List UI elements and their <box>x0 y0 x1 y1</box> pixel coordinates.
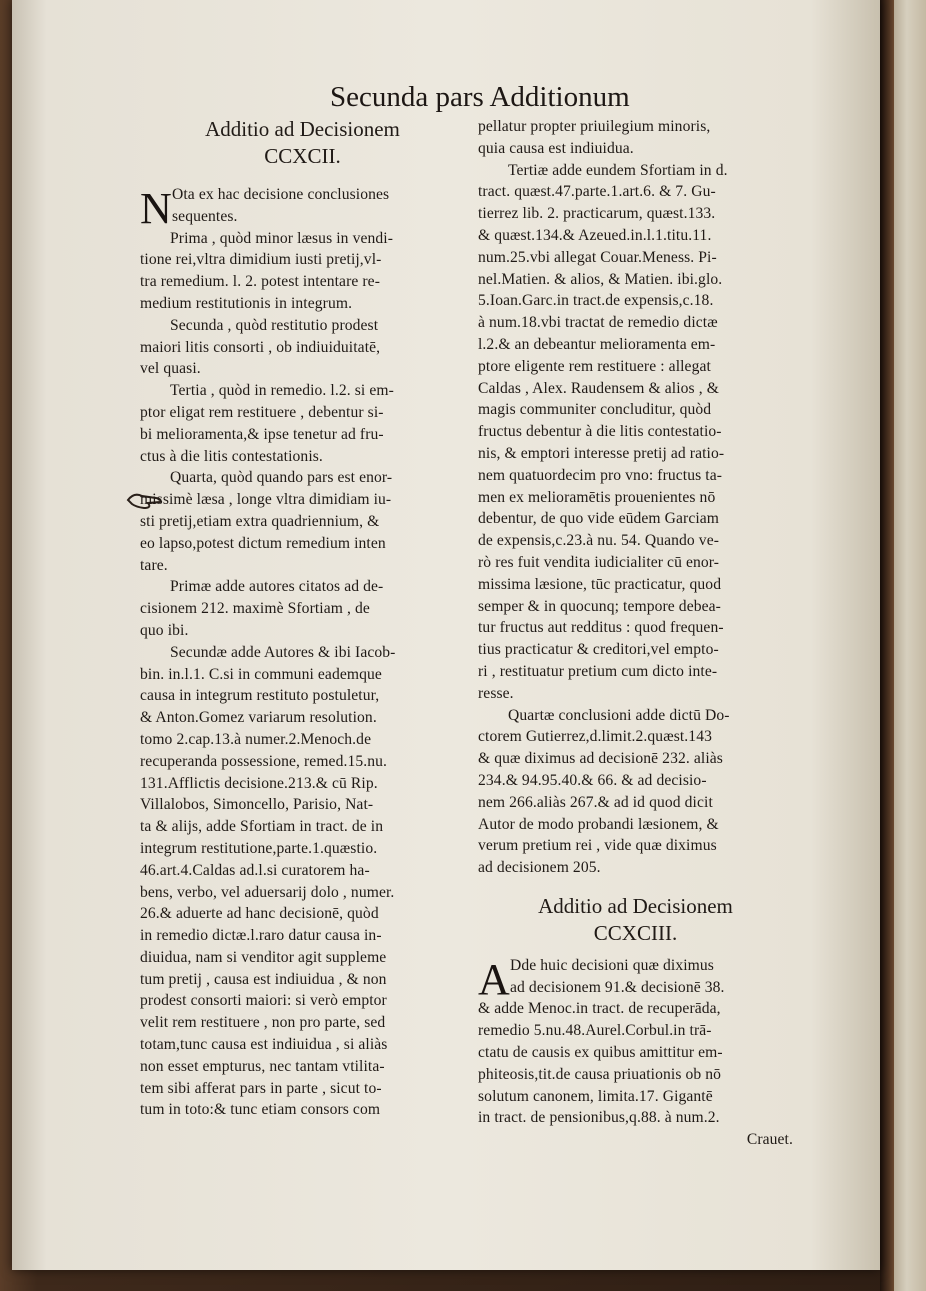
text-line: Caldas , Alex. Raudensem & alios , & <box>478 379 719 397</box>
text-line: maiori litis consorti , ob indiuiduitatē, <box>140 338 381 356</box>
text-line: non esset empturus, nec tantam vtilita- <box>140 1057 385 1075</box>
text-line: tum in toto:& tunc etiam consors com <box>140 1101 381 1119</box>
text-line: & quæ diximus ad decisionē 232. aliàs <box>478 750 723 768</box>
book-gutter <box>880 0 894 1291</box>
right-body-text-top <box>478 116 793 879</box>
text-line: Tertiæ adde eundem Sfortiam in d. <box>508 161 728 179</box>
text-line: ctorem Gutierrez,d.limit.2.quæst.143 <box>478 728 712 746</box>
text-line: nem 266.aliàs 267.& ad id quod dicit <box>478 793 713 811</box>
text-line: resse. <box>478 684 514 702</box>
right-drop-initial: A <box>478 954 510 1004</box>
text-line: nem quatuordecim pro vno: fructus ta- <box>478 466 723 484</box>
text-line: integrum restitutione,parte.1.quæstio. <box>140 839 378 857</box>
text-line: 131.Afflictis decisione.213.& cū Rip. <box>140 774 378 792</box>
text-line: pellatur propter priuilegium minoris, <box>478 118 711 135</box>
text-line: Secundæ adde Autores & ibi Iacob- <box>170 643 396 661</box>
text-line: Autor de modo probandi læsionem, & <box>478 815 719 833</box>
text-line: ta & alijs, adde Sfortiam in tract. de in <box>140 818 384 836</box>
right-body-text-bottom <box>478 998 793 1129</box>
text-line: Tertia , quòd in remedio. l.2. si em- <box>170 382 394 400</box>
text-line: l.2.& an debeantur melioramenta em- <box>478 335 716 353</box>
heading-line: CCXCII. <box>264 144 341 168</box>
text-line: & adde Menoc.in tract. de recuperāda, <box>478 1000 721 1018</box>
text-line: Dde huic decisioni quæ diximus <box>510 956 714 974</box>
text-line: tius practicatur & creditori,vel empto- <box>478 641 719 659</box>
text-line: Villalobos, Simoncello, Parisio, Nat- <box>140 796 374 814</box>
text-line: ctatu de causis ex quibus amittitur em- <box>478 1044 723 1062</box>
text-line: 234.& 94.95.40.& 66. & ad decisio- <box>478 771 707 789</box>
text-line: nel.Matien. & alios, & Matien. ibi.glo. <box>478 270 723 288</box>
text-line: Primæ adde autores citatos ad de- <box>170 578 384 596</box>
text-line: medium restitutionis in integrum. <box>140 294 353 312</box>
text-line: diuidua, nam si venditor agit suppleme <box>140 948 387 966</box>
text-line: in tract. de pensionibus,q.88. à num.2. <box>478 1109 720 1127</box>
text-line: rò res fuit vendita iudicialiter cū enor- <box>478 553 720 571</box>
text-line: tur fructus aut redditus : quod frequen- <box>478 619 724 637</box>
right-column <box>478 116 793 1151</box>
text-line: totam,tunc causa est indiuidua , si aliàs <box>140 1036 388 1054</box>
text-line: sti pretij,etiam extra quadriennium, & <box>140 512 380 530</box>
text-line: tare. <box>140 556 168 574</box>
heading-line: Additio ad Decisionem <box>538 893 733 918</box>
text-line: tract. quæst.47.parte.1.art.6. & 7. Gu- <box>478 183 716 201</box>
text-line: & Anton.Gomez variarum resolution. <box>140 709 377 727</box>
text-line: Ota ex hac decisione conclusiones <box>172 186 390 203</box>
text-line: men ex melioramētis prouenientes nō <box>478 488 716 506</box>
text-line: Quartæ conclusioni adde dictū Do- <box>508 706 730 724</box>
text-line: num.25.vbi allegat Couar.Meness. Pi- <box>478 248 717 266</box>
text-line: nis, & emptori interesse pretij ad ratio- <box>478 444 725 462</box>
text-line: missima læsione, tūc practicatur, quod <box>478 575 722 593</box>
text-line: missimè læsa , longe vltra dimidiam iu- <box>140 491 392 509</box>
text-line: quia causa est indiuidua. <box>478 139 634 157</box>
catchword: Crauet. <box>746 1131 793 1149</box>
text-line: ri , restituatur pretium cum dicto inte- <box>478 662 718 680</box>
text-line: 46.art.4.Caldas ad.l.si curatorem ha- <box>140 861 370 879</box>
text-line: verum pretium rei , vide quæ diximus <box>478 837 717 855</box>
text-line: Quarta, quòd quando pars est enor- <box>170 469 393 487</box>
left-body-text <box>140 228 465 1122</box>
text-line: tierrez lib. 2. practicarum, quæst.133. <box>478 205 716 223</box>
text-line: phiteosis,tit.de causa priuationis ob nō <box>478 1065 722 1083</box>
text-line: remedio 5.nu.48.Aurel.Corbul.in trā- <box>478 1022 712 1040</box>
text-line: tem sibi afferat pars in parte , sicut to- <box>140 1079 382 1097</box>
left-section-heading <box>140 116 465 170</box>
text-line: & quæst.134.& Azeued.in.l.1.titu.11. <box>478 226 712 244</box>
text-line: de expensis,c.23.à nu. 54. Quando ve- <box>478 532 720 550</box>
text-line: causa in integrum restituto postuletur, <box>140 687 380 705</box>
text-line: cisionem 212. maximè Sfortiam , de <box>140 600 370 618</box>
left-column <box>140 116 465 1121</box>
text-line: 5.Ioan.Garc.in tract.de expensis,c.18. <box>478 292 714 310</box>
text-line: semper & in quocunq; tempore debea- <box>478 597 721 615</box>
text-line: sequentes. <box>172 207 238 225</box>
text-line: à num.18.vbi tractat de remedio dictæ <box>478 314 718 332</box>
heading-line: Additio ad Decisionem <box>205 117 400 141</box>
text-line: magis communiter concluditur, quòd <box>478 401 712 419</box>
heading-line: CCXCIII. <box>593 920 678 945</box>
text-line: ad decisionem 91.& decisionē 38. <box>510 978 725 996</box>
text-line: recuperanda possessione, remed.15.nu. <box>140 752 388 770</box>
right-section-heading <box>478 893 793 947</box>
text-line: tra remedium. l. 2. potest intentare re- <box>140 273 380 291</box>
running-head: Secunda pars Additionum <box>330 81 630 113</box>
left-initial-block <box>140 184 465 233</box>
text-line: ptore eligente rem restituere : allegat <box>478 357 711 375</box>
text-line: tum pretij , causa est indiuidua , & non <box>140 970 387 988</box>
right-initial-block <box>478 954 793 1004</box>
text-line: bi melioramenta,& ipse tenetur ad fru- <box>140 425 384 443</box>
text-line: quo ibi. <box>140 621 189 639</box>
text-line: Prima , quòd minor læsus in vendi- <box>170 229 394 247</box>
next-page-edge <box>894 0 926 1291</box>
text-line: ctus à die litis contestationis. <box>140 447 323 465</box>
text-line: Secunda , quòd restitutio prodest <box>170 316 379 334</box>
text-line: in remedio dictæ.l.raro datur causa in- <box>140 927 382 945</box>
text-line: solutum canonem, limita.17. Gigantē <box>478 1087 713 1105</box>
text-line: bin. in.l.1. C.si in communi eademque <box>140 665 382 683</box>
text-line: ad decisionem 205. <box>478 859 601 877</box>
text-line: debentur, de quo vide eūdem Garciam <box>478 510 720 528</box>
left-drop-initial: N <box>140 184 172 233</box>
text-line: eo lapso,potest dictum remedium inten <box>140 534 386 552</box>
text-line: bens, verbo, vel aduersarij dolo , numer. <box>140 883 395 901</box>
text-line: tione rei,vltra dimidium iusti pretij,vl- <box>140 251 382 269</box>
text-line: velit rem restituere , non pro parte, sed <box>140 1014 386 1032</box>
text-line: ptor eligat rem restituere , debentur si- <box>140 403 384 421</box>
text-line: prodest consorti maiori: si verò emptor <box>140 992 387 1010</box>
text-line: 26.& aduerte ad hanc decisionē, quòd <box>140 905 379 923</box>
text-line: fructus debentur à die litis contestatio- <box>478 423 722 441</box>
text-line: vel quasi. <box>140 360 201 378</box>
text-line: tomo 2.cap.13.à numer.2.Menoch.de <box>140 730 372 748</box>
